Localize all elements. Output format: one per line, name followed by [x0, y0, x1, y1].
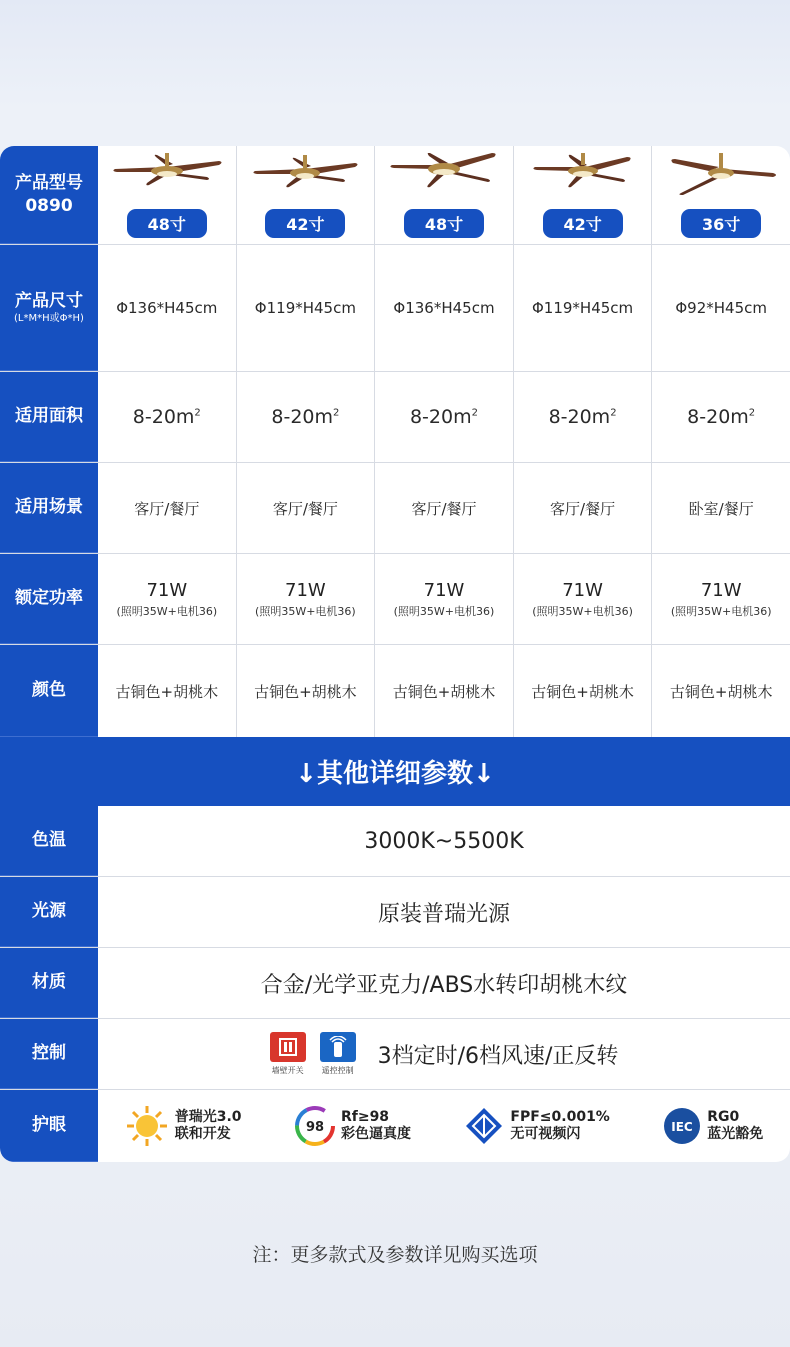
model-label-cell: [0, 146, 98, 244]
row-material: [0, 948, 790, 1019]
sun-icon: [125, 1104, 169, 1148]
dimensions-label-cell: [0, 245, 98, 371]
size-badge-4: 42寸: [543, 209, 623, 238]
color-value: 古铜色+胡桃木: [531, 682, 634, 701]
color-value: 古铜色+胡桃木: [392, 682, 496, 701]
ceiling-fan-image: [107, 153, 227, 203]
area-value: $8-20m^2$: [409, 406, 478, 428]
control-value: 3档定时/6档风速/正反转: [377, 1043, 619, 1069]
ceiling-fan-image: [245, 153, 365, 203]
power-detail: (照明35W+电机36): [532, 604, 633, 618]
ra98-icon: [295, 1106, 335, 1146]
remote-control-icon: [320, 1032, 356, 1062]
color-temp-value: 3000K~5500K: [364, 828, 524, 854]
size-badge-1: 48寸: [127, 209, 207, 238]
power-value: 71W: [423, 579, 465, 601]
scene-value: 客厅/餐厅: [272, 499, 338, 518]
svg-text:98: 98: [305, 1120, 325, 1135]
details-banner: ↓其他详细参数↓: [0, 737, 790, 806]
eye-item-iec: IEC RG0 蓝光豁免: [663, 1107, 763, 1145]
color-value: 古铜色+胡桃木: [669, 682, 773, 701]
scene-value: 卧室/餐厅: [688, 499, 754, 518]
power-detail: (照明35W+电机36): [255, 604, 356, 618]
ceiling-fan-image: [661, 153, 781, 203]
product-column-4: [513, 146, 652, 244]
power-value: 71W: [285, 579, 326, 601]
light-source-value: 原装普瑞光源: [377, 901, 510, 927]
ceiling-fan-image: [523, 153, 643, 203]
power-value: 71W: [562, 579, 603, 601]
area-value: $8-20m^2$: [687, 406, 756, 428]
product-column-2: [236, 146, 375, 244]
dimensions-label: 产品尺寸: [15, 290, 83, 311]
row-eye-care: [0, 1090, 790, 1162]
product-column-3: [374, 146, 513, 244]
color-value: 古铜色+胡桃木: [254, 682, 357, 701]
scene-value: 客厅/餐厅: [550, 499, 616, 518]
dimensions-value: Φ136*H45cm: [393, 299, 495, 317]
material-value: 合金/光学亚克力/ABS水转印胡桃木纹: [260, 972, 628, 998]
scene-value: 客厅/餐厅: [411, 499, 477, 518]
color-label: 颜色: [0, 645, 98, 737]
color-temp-label: 色温: [0, 806, 98, 876]
wall-switch-caption: 墙壁开关: [271, 1066, 304, 1075]
spec-table: [0, 146, 790, 1162]
power-detail: (照明35W+电机36): [393, 604, 495, 618]
dimensions-value: Φ119*H45cm: [531, 299, 634, 317]
size-badge-5: 36寸: [681, 209, 761, 238]
iec-icon: [663, 1107, 701, 1145]
model-label: 产品型号: [15, 173, 83, 194]
row-power: [0, 554, 790, 645]
eye-care-label: 护眼: [0, 1090, 98, 1162]
wall-switch: [270, 1032, 306, 1076]
remote-control: [320, 1032, 356, 1076]
row-area: [0, 372, 790, 463]
power-detail: (照明35W+电机36): [116, 604, 218, 618]
material-label: 材质: [0, 948, 98, 1018]
row-dimensions: [0, 245, 790, 372]
wall-switch-icon: [270, 1032, 306, 1062]
light-source-label: 光源: [0, 877, 98, 947]
scene-label: 适用场景: [0, 463, 98, 553]
size-badge-3: 48寸: [404, 209, 484, 238]
row-model: [0, 146, 790, 245]
area-value: $8-20m^2$: [548, 406, 617, 428]
model-code: 0890: [25, 195, 73, 216]
control-label: 控制: [0, 1019, 98, 1089]
svg-text:IEC: IEC: [671, 1120, 694, 1134]
remote-control-caption: 遥控控制: [321, 1066, 354, 1075]
dimensions-value: Φ92*H45cm: [675, 299, 767, 317]
color-value: 古铜色+胡桃木: [115, 682, 219, 701]
scene-value: 客厅/餐厅: [134, 499, 200, 518]
row-control: [0, 1019, 790, 1090]
row-color: [0, 645, 790, 737]
area-value: $8-20m^2$: [132, 406, 201, 428]
size-badge-2: 42寸: [265, 209, 345, 238]
eye-item-sun: 普瑞光3.0 联和开发: [125, 1104, 242, 1148]
eye-item-ra98: 98 Rf≥98 彩色逼真度: [295, 1106, 411, 1146]
power-value: 71W: [146, 579, 188, 601]
power-value: 71W: [700, 579, 742, 601]
ceiling-fan-image: [384, 153, 504, 203]
footer-note: 注：更多款式及参数详见购买选项: [252, 1244, 538, 1266]
dimensions-value: Φ136*H45cm: [116, 299, 218, 317]
eye-item-flicker: FPF≤0.001% 无可视频闪: [464, 1106, 609, 1146]
row-scene: [0, 463, 790, 554]
row-color-temp: [0, 806, 790, 877]
area-value: $8-20m^2$: [271, 406, 340, 428]
dimensions-value: Φ119*H45cm: [254, 299, 356, 317]
product-column-5: [651, 146, 790, 244]
row-light-source: [0, 877, 790, 948]
product-column-1: [98, 146, 236, 244]
dimensions-sublabel: (L*M*H或Φ*H): [14, 313, 84, 325]
power-label: 额定功率: [0, 554, 98, 644]
power-detail: (照明35W+电机36): [670, 604, 772, 618]
flicker-icon: [464, 1106, 504, 1146]
area-label: 适用面积: [0, 372, 98, 462]
